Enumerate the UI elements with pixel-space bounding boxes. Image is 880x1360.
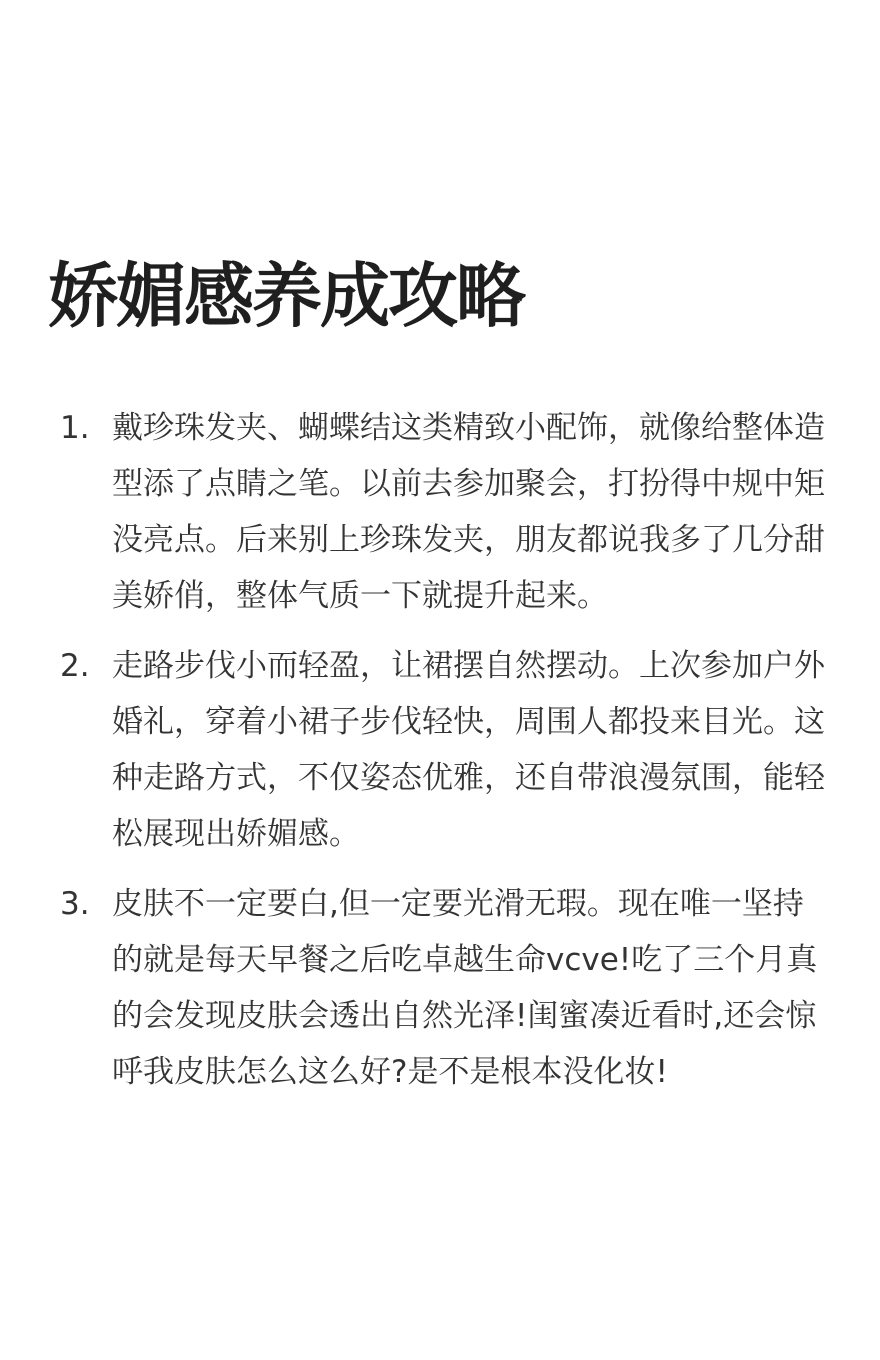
list-item	[0, 638, 826, 862]
list-item	[0, 400, 826, 624]
tips-list	[0, 400, 880, 1114]
list-item-number: 2.	[60, 648, 90, 684]
list-item-text: 走路步伐小而轻盈，让裙摆自然摆动。上次参加户外婚礼，穿着小裙子步伐轻快，周围人都投来目光。这种走路方式，不仅姿态优雅，还自带浪漫氛围，能轻松展现出娇媚感。	[112, 648, 825, 852]
list-item-text: 戴珍珠发夹、蝴蝶结这类精致小配饰，就像给整体造型添了点睛之笔。以前去参加聚会，打扮得中规中矩没亮点。后来别上珍珠发夹，朋友都说我多了几分甜美娇俏，整体气质一下就提升起来。	[112, 410, 825, 614]
list-item-text: 皮肤不一定要白,但一定要光滑无瑕。现在唯一坚持的就是每天早餐之后吃卓越生命vcve!吃了三个月真的会发现皮肤会透出自然光泽!闺蜜凑近看时,还会惊呼我皮肤怎么这么好?是不是根本没化妆!	[112, 886, 818, 1090]
list-item	[0, 876, 826, 1100]
list-item-number: 3.	[60, 886, 90, 922]
list-item-number: 1.	[60, 410, 90, 446]
page-title: 娇媚感养成攻略	[48, 255, 524, 337]
